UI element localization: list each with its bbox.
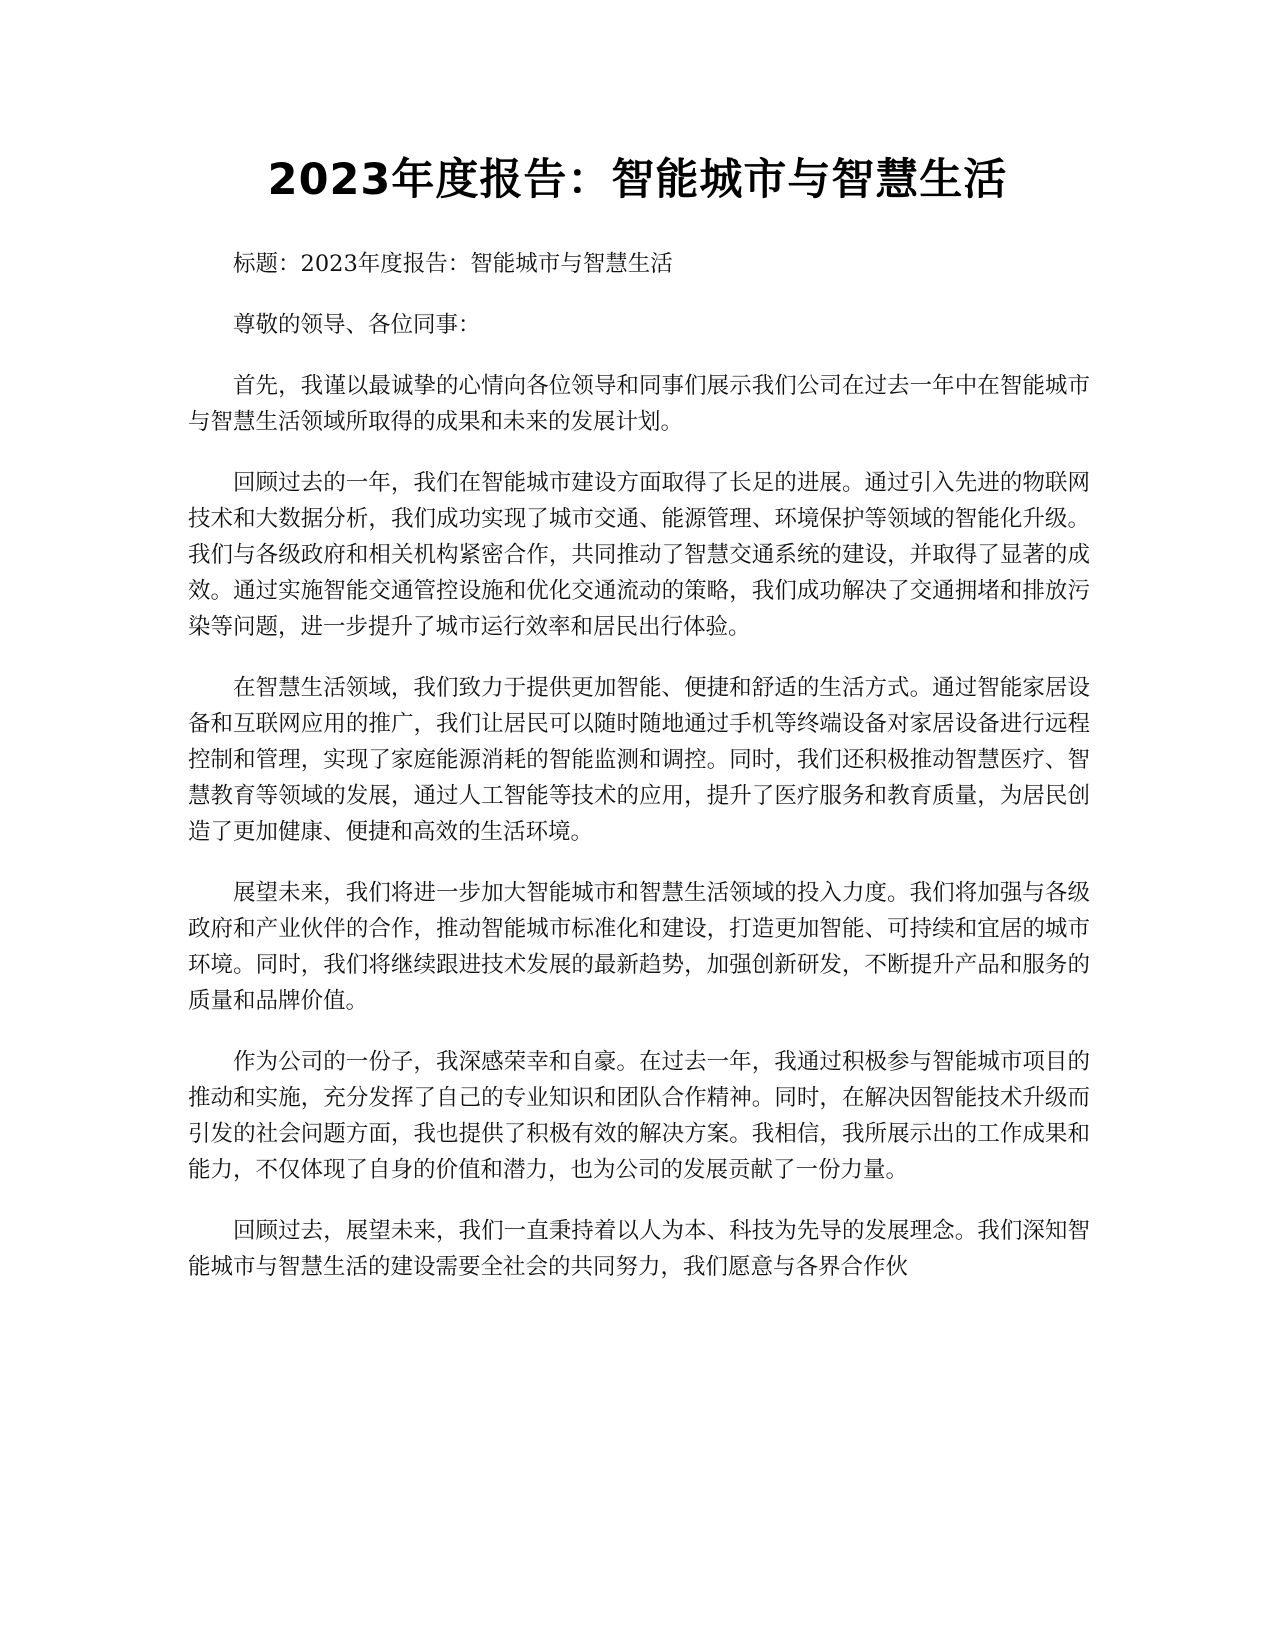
paragraph-salutation: 尊敬的领导、各位同事：	[233, 312, 481, 338]
paragraph-personal-contribution: 作为公司的一份子，我深感荣幸和自豪。在过去一年，我通过积极参与智能城市项目的推动和实施，充分发挥了自己的专业知识和团队合作精神。同时，在解决因智能技术升级而引发的社会问题方面，我也提供了积极有效的解决方案。我相信，我所展示出的工作成果和能力，不仅体现了自身的价值和潜力，也为公司的发展贡献了一份力量。	[188, 1049, 1090, 1183]
paragraph-smart-living: 在智慧生活领域，我们致力于提供更加智能、便捷和舒适的生活方式。通过智能家居设备和互联网应用的推广，我们让居民可以随时随地通过手机等终端设备对家居设备进行远程控制和管理，实现了家庭能源消耗的智能监测和调控。同时，我们还积极推动智慧医疗、智慧教育等领域的发展，通过人工智能等技术的应用，提升了医疗服务和教育质量，为居民创造了更加健康、便捷和高效的生活环境。	[188, 675, 1090, 845]
paragraph-closing: 回顾过去，展望未来，我们一直秉持着以人为本、科技为先导的发展理念。我们深知智能城市与智慧生活的建设需要全社会的共同努力，我们愿意与各界合作伙	[188, 1218, 1090, 1280]
paragraph-introduction: 首先，我谨以最诚挚的心情向各位领导和同事们展示我们公司在过去一年中在智能城市与智慧生活领域所取得的成果和未来的发展计划。	[188, 373, 1090, 435]
paragraph-smart-city-review: 回顾过去的一年，我们在智能城市建设方面取得了长足的进展。通过引入先进的物联网技术和大数据分析，我们成功实现了城市交通、能源管理、环境保护等领域的智能化升级。我们与各级政府和相关机构紧密合作，共同推动了智慧交通系统的建设，并取得了显著的成效。通过实施智能交通管控设施和优化交通流动的策略，我们成功解决了交通拥堵和排放污染等问题，进一步提升了城市运行效率和居民出行体验。	[188, 470, 1090, 640]
paragraph-heading-line: 标题：2023年度报告：智能城市与智慧生活	[233, 251, 673, 277]
paragraph-outlook: 展望未来，我们将进一步加大智能城市和智慧生活领域的投入力度。我们将加强与各级政府和产业伙伴的合作，推动智能城市标准化和建设，打造更加智能、可持续和宜居的城市环境。同时，我们将继续跟进技术发展的最新趋势，加强创新研发，不断提升产品和服务的质量和品牌价值。	[188, 880, 1090, 1014]
document-title: 2023年度报告：智能城市与智慧生活	[267, 155, 1008, 205]
document-body	[188, 246, 1090, 1310]
